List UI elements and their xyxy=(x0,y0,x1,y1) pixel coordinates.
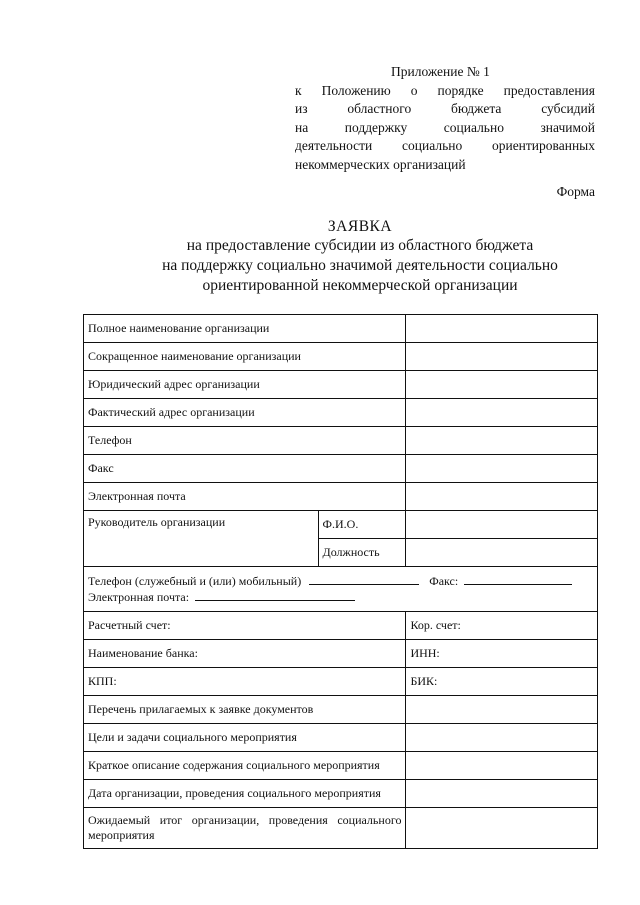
email-field[interactable] xyxy=(406,483,598,511)
contact-fax-field[interactable] xyxy=(464,573,572,585)
bik-label[interactable]: БИК: xyxy=(406,668,598,696)
head-fio-field[interactable] xyxy=(406,511,598,539)
appendix-line: некоммерческих организаций xyxy=(295,156,466,172)
inn-label[interactable]: ИНН: xyxy=(406,640,598,668)
head-position-label: Должность xyxy=(318,539,406,567)
heading xyxy=(60,218,640,296)
application-form-table xyxy=(83,314,598,849)
contact-block xyxy=(84,567,598,612)
appendix-line: из областного бюджета субсидий xyxy=(295,101,595,116)
contact-email-label: Электронная почта: xyxy=(88,590,190,604)
short-name-field[interactable] xyxy=(406,343,598,371)
contact-fax-label: Факс: xyxy=(429,574,459,588)
table-row xyxy=(84,427,598,455)
table-row xyxy=(84,696,598,724)
actual-address-field[interactable] xyxy=(406,399,598,427)
head-fio-label: Ф.И.О. xyxy=(318,511,406,539)
fax-label: Факс xyxy=(84,455,406,483)
goals-field[interactable] xyxy=(406,724,598,752)
legal-address-label: Юридический адрес организации xyxy=(84,371,406,399)
documents-label: Перечень прилагаемых к заявке документов xyxy=(84,696,406,724)
appendix-line: деятельности социально ориентированных xyxy=(295,138,595,153)
dates-field[interactable] xyxy=(406,780,598,808)
goals-label: Цели и задачи социального мероприятия xyxy=(84,724,406,752)
table-row xyxy=(84,399,598,427)
document-subtitle: на поддержку социально значимой деятельности социально xyxy=(162,257,558,274)
appendix-line: к Положению о порядке предоставления xyxy=(295,82,595,98)
result-label: Ожидаемый итог организации, проведения социального мероприятия xyxy=(84,808,406,849)
table-row xyxy=(84,315,598,343)
table-row xyxy=(84,371,598,399)
document-subtitle: ориентированной некоммерческой организации xyxy=(202,277,518,294)
full-name-label: Полное наименование организации xyxy=(84,315,406,343)
head-position-field[interactable] xyxy=(406,539,598,567)
legal-address-field[interactable] xyxy=(406,371,598,399)
description-label: Краткое описание содержания социального мероприятия xyxy=(84,752,406,780)
table-row xyxy=(84,640,598,668)
table-row xyxy=(84,808,598,849)
contact-phone-field[interactable] xyxy=(309,573,419,585)
corr-account-label[interactable]: Кор. счет: xyxy=(406,612,598,640)
table-row xyxy=(84,724,598,752)
contact-phone-label: Телефон (служебный и (или) мобильный) xyxy=(88,574,302,588)
description-field[interactable] xyxy=(406,752,598,780)
table-row xyxy=(84,455,598,483)
table-row xyxy=(84,567,598,612)
table-row xyxy=(84,612,598,640)
actual-address-label: Фактический адрес организации xyxy=(84,399,406,427)
head-label: Руководитель организации xyxy=(84,511,319,567)
table-row xyxy=(84,752,598,780)
account-label[interactable]: Расчетный счет: xyxy=(84,612,406,640)
phone-field[interactable] xyxy=(406,427,598,455)
document-subtitle: на предоставление субсидии из областного бюджета xyxy=(186,237,534,254)
contact-email-field[interactable] xyxy=(195,589,355,601)
phone-label: Телефон xyxy=(84,427,406,455)
table-row xyxy=(84,668,598,696)
appendix-line: на поддержку социально значимой xyxy=(295,119,595,135)
table-row xyxy=(84,780,598,808)
email-label: Электронная почта xyxy=(84,483,406,511)
dates-label: Дата организации, проведения социального мероприятия xyxy=(84,780,406,808)
fax-field[interactable] xyxy=(406,455,598,483)
appendix-title: Приложение № 1 xyxy=(391,64,490,79)
form-label: Форма xyxy=(556,184,595,199)
short-name-label: Сокращенное наименование организации xyxy=(84,343,406,371)
documents-field[interactable] xyxy=(406,696,598,724)
table-row xyxy=(84,343,598,371)
kpp-label[interactable]: КПП: xyxy=(84,668,406,696)
document-title: ЗАЯВКА xyxy=(327,218,393,235)
bank-name-label[interactable]: Наименование банка: xyxy=(84,640,406,668)
table-row xyxy=(84,511,598,539)
table-row xyxy=(84,483,598,511)
appendix-header xyxy=(295,63,595,174)
result-field[interactable] xyxy=(406,808,598,849)
full-name-field[interactable] xyxy=(406,315,598,343)
